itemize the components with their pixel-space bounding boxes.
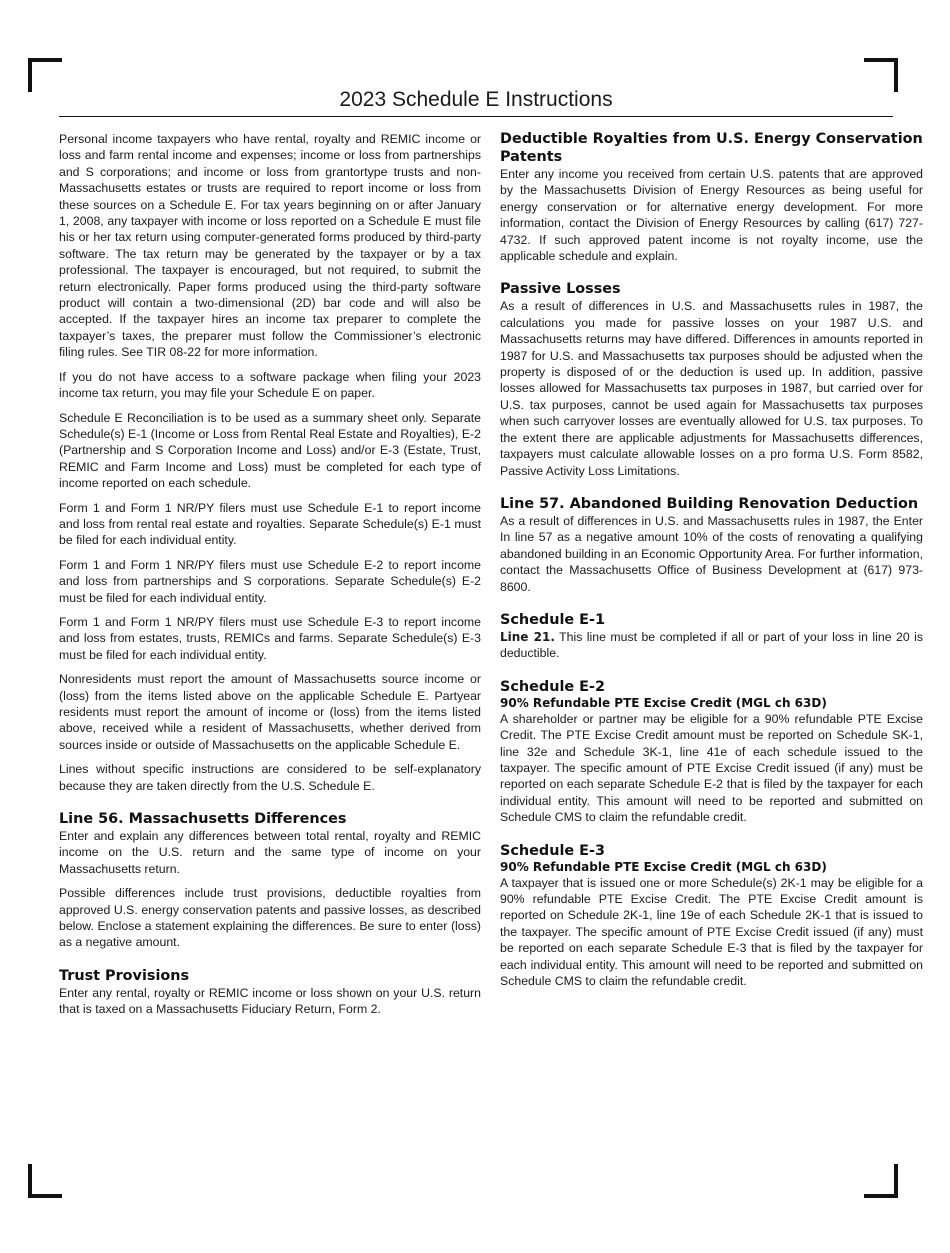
- royalties-heading: Deductible Royalties from U.S. Energy Conservation Patents: [500, 131, 923, 165]
- nonresidents-paragraph: Nonresidents must report the amount of Massachusetts source income or (loss) from the items listed above on the applicable Schedule E. Partyear residents must report the amount of income or (loss) from the items listed above, received while a resident of Massachusetts, whether derived from sources inside or outside of Massachusetts on the applicable Schedule E.: [59, 672, 481, 752]
- crop-mark-top-left: [28, 58, 62, 92]
- line57-paragraph: As a result of differences in U.S. and Massachusetts rules in 1987, the Enter In line 57 as a negative amount 10% of the costs of renovating a qualifying abandoned building in an Economic Opportunity Area. For further information, contact the Massachusetts Office of Business Development at (617) 973-8600.: [500, 513, 923, 594]
- e2-filers-paragraph: Form 1 and Form 1 NR/PY filers must use Schedule E-2 to report income and loss from partnerships and S corporations. Separate Schedule(s) E-2 must be filed for each individual entity.: [59, 557, 481, 605]
- reconciliation-paragraph: Schedule E Reconciliation is to be used as a summary sheet only. Separate Schedule(s) E-1 (Income or Loss from Rental Real Estate and Royalties), E-2 (Partnership and S Corporation Income and Loss) and/or E-3 (Estate, Trust, REMIC and Farm Income and Loss) must be completed for each type of income reported on each schedule.: [59, 410, 481, 491]
- line21-text: This line must be completed if all or part of your loss in line 20 is deductible.: [500, 629, 923, 661]
- right-column: [500, 130, 923, 997]
- line56-paragraph-1: Enter and explain any differences between total rental, royalty and REMIC income on the U.S. return and the same type of income on your Massachusetts return.: [59, 829, 481, 876]
- royalties-paragraph: Enter any income you received from certain U.S. patents that are approved by the Massachusetts Division of Energy Resources as being useful for energy conservation or for alternative energy development. For more information, contact the Division of Energy Resources by calling (617) 727-4732. If such approved patent income is not royalty income, use the applicable schedule and explain.: [500, 167, 923, 264]
- intro-paragraph: Personal income taxpayers who have rental, royalty and REMIC income or loss and farm rental income and expenses; income or loss from partnerships and S corporations; and income or loss from grantortype trusts and non-Massachusetts estates or trusts are required to report income or loss from these sources on a Schedule E. For tax years beginning on or after January 1, 2008, any taxpayer with income or loss reported on a Schedule E must file his or her tax return using computer-generated forms produced by third-party software. The tax return may be generated by the taxpayer or by a tax professional. The taxpayer is encouraged, but not required, to submit the return electronically. Paper forms produced using the third-party software product will contain a two-dimensional (2D) bar code and will also be accepted. If the taxpayer hires an income tax preparer to complete the taxpayer’s taxes, the preparer must follow the Commissioner’s electronic filing rules. See TIR 08-22 for more information.: [59, 132, 481, 360]
- passive-losses-heading: Passive Losses: [500, 281, 621, 298]
- trust-provisions-paragraph: Enter any rental, royalty or REMIC income or loss shown on your U.S. return that is taxed on a Massachusetts Fiduciary Return, Form 2.: [59, 985, 481, 1017]
- schedule-e1-paragraph: [500, 629, 923, 662]
- line21-label: Line 21.: [500, 629, 555, 644]
- schedule-e3-paragraph: A taxpayer that is issued one or more Schedule(s) 2K-1 may be eligible for a 90% refundable PTE Excise Credit. The PTE Excise Credit amount is reported on Schedule 2K-1, line 19e of each Schedule 2K-1 that is issued to the taxpayer. The specific amount of PTE Excise Credit issued (if any) must be reported on each separate Schedule E-3 that is filed by the taxpayer for each individual entity. This amount will need to be reported and submitted on Schedule CMS to claim the refundable credit.: [500, 875, 923, 989]
- crop-mark-bottom-left: [28, 1164, 62, 1198]
- schedule-e2-subheading: 90% Refundable PTE Excise Credit (MGL ch 63D): [500, 695, 827, 710]
- line56-heading: Line 56. Massachusetts Differences: [59, 811, 347, 828]
- trust-provisions-heading: Trust Provisions: [59, 967, 190, 984]
- e1-filers-paragraph: Form 1 and Form 1 NR/PY filers must use Schedule E-1 to report income and loss from rental real estate and royalties. Separate Schedule(s) E-1 must be filed for each individual entity.: [59, 500, 481, 548]
- schedule-e2-heading: Schedule E-2: [500, 678, 605, 695]
- left-column: [59, 131, 481, 1026]
- self-explanatory-paragraph: Lines without specific instructions are considered to be self-explanatory because they are taken directly from the U.S. Schedule E.: [59, 762, 481, 793]
- paper-filing-paragraph: If you do not have access to a software package when filing your 2023 income tax return, you may file your Schedule E on paper.: [59, 369, 481, 401]
- line56-paragraph-2: Possible differences include trust provisions, deductible royalties from approved U.S. energy conservation patents and passive losses, as described below. Enclose a statement explaining the differences. Be sure to enter (loss) as a negative amount.: [59, 886, 481, 950]
- schedule-e3-subheading: 90% Refundable PTE Excise Credit (MGL ch 63D): [500, 859, 827, 874]
- page-title: 2023 Schedule E Instructions: [339, 88, 613, 111]
- title-rule: [59, 116, 893, 117]
- schedule-e3-heading: Schedule E-3: [500, 842, 605, 859]
- e3-filers-paragraph: Form 1 and Form 1 NR/PY filers must use Schedule E-3 to report income and loss from estates, trusts, REMICs and farms. Separate Schedule(s) E-3 must be filed for each individual entity.: [59, 614, 481, 662]
- schedule-e1-heading: Schedule E-1: [500, 611, 605, 628]
- line57-heading: Line 57. Abandoned Building Renovation Deduction: [500, 495, 919, 512]
- crop-mark-bottom-right: [864, 1164, 898, 1198]
- passive-losses-paragraph: As a result of differences in U.S. and Massachusetts rules in 1987, the calculations you made for passive losses on your 1987 U.S. and Massachusetts returns may have differed. Differences in amounts reported in 1987 for U.S. and Massachusetts tax purposes should be adjusted when the property is disposed of or the deduction is used up. In addition, passive losses allowed for Massachusetts tax purposes in 1987, but carried over for U.S. tax purposes, cannot be used again for Massachusetts tax purposes when such carryover losses are eventually allowed for U.S. tax purposes. To the extent there are applicable adjustments for Massachusetts differences, taxpayers must calculate allowable losses on a pro forma U.S. Form 8582, Passive Activity Loss Limitations.: [500, 299, 923, 478]
- schedule-e2-paragraph: A shareholder or partner may be eligible for a 90% refundable PTE Excise Credit. The PTE Excise Credit amount must be reported on Schedule SK-1, line 32e and Schedule 3K-1, line 41e of each schedule issued to the taxpayer. The specific amount of PTE Excise Credit issued (if any) must be reported on each separate Schedule E-2 that is filed by the taxpayer for each individual entity. This amount will need to be reported and submitted on Schedule CMS to claim the refundable credit.: [500, 711, 923, 825]
